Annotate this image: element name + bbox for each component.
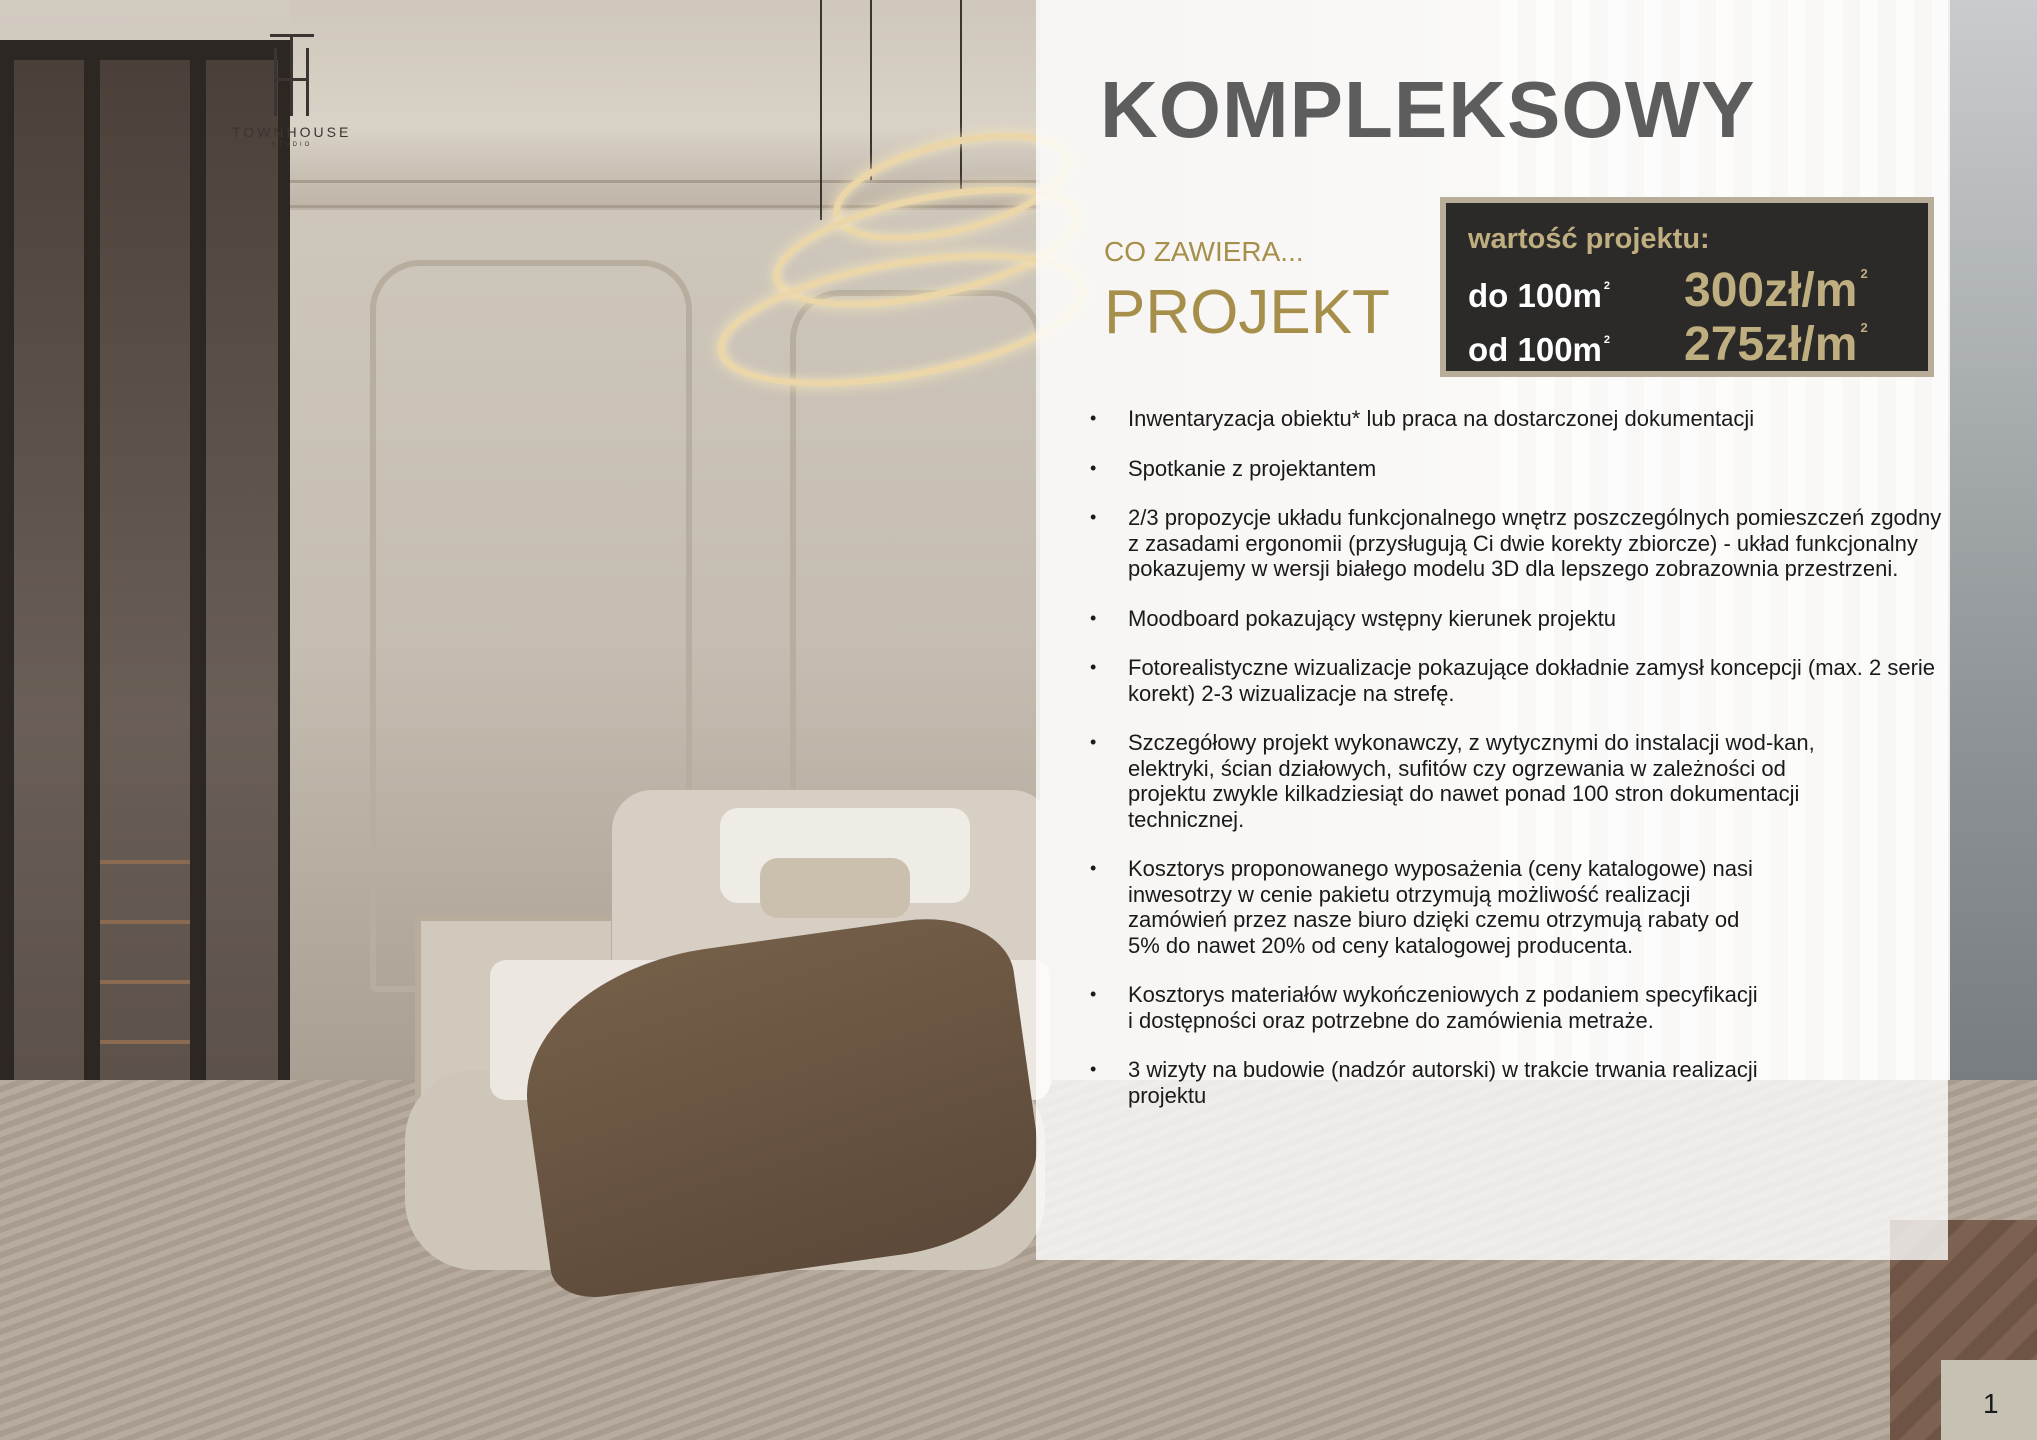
list-item: • Fotorealistyczne wizualizacje pokazujące dokładnie zamysł koncepcji (max. 2 serie korekt) 2-3 wizualizacje na strefę. (1090, 655, 1936, 706)
list-item: • Kosztorys proponowanego wyposażenia (ceny katalogowe) nasi inwesotrzy w cenie pakietu otrzymują możliwość realizacji zamówień przez nasze biuro dzięki czemu otrzymują rabaty od 5% do nawet 20% od ceny katalogowej producenta. (1090, 856, 1753, 958)
price-value: 275zł/m $^2$ (1684, 318, 1868, 371)
list-item: • Szczegółowy projekt wykonawczy, z wytycznymi do instalacji wod-kan, elektryki, ścian działowych, sufitów czy ogrzewania w zależności od projektu zwykle kilkadziesiąt do nawet ponad 100 stron dokumentacji technicznej. (1090, 730, 1815, 832)
bullet-icon: • (1090, 607, 1097, 628)
bullet-icon: • (1090, 732, 1097, 752)
bullet-icon: • (1090, 457, 1097, 478)
glass-wardrobe (0, 40, 290, 1170)
list-item: • Moodboard pokazujący wstępny kierunek projektu (1090, 605, 1616, 631)
page-number: 1 (1983, 1388, 1999, 1419)
page-title: KOMPLEKSOWY (1100, 65, 1756, 154)
brand-name: TOWNHOUSE (232, 124, 352, 140)
bullet-icon: • (1090, 507, 1097, 527)
section-heading: PROJEKT (1104, 278, 1390, 347)
pillow (760, 858, 910, 918)
bullet-icon: • (1090, 657, 1097, 677)
bullet-icon: • (1090, 858, 1097, 878)
list-item: • 3 wizyty na budowie (nadzór autorski) w trakcie trwania realizacji projektu (1090, 1057, 1758, 1108)
list-item: • 2/3 propozycje układu funkcjonalnego wnętrz poszczególnych pomieszczeń zgodny z zasadami ergonomii (przysługują Ci dwie korekty zbiorcze) - układ funkcjonalny pokazujemy w wersji białego modelu 3D dla lepszego zobrazownia przestrzeni. (1090, 505, 1942, 581)
price-value: 300zł/m $^2$ (1684, 264, 1868, 317)
brand-subtitle: STUDIO (271, 142, 313, 148)
bullet-icon: • (1090, 408, 1097, 428)
scope-list (1080, 406, 1960, 1132)
list-item: • Kosztorys materiałów wykończeniowych z podaniem specyfikacji i dostępności oraz potrzebne do zamówienia metraże. (1090, 982, 1758, 1033)
section-kicker: CO ZAWIERA... (1104, 236, 1304, 267)
list-item: • Spotkanie z projektantem (1090, 455, 1377, 481)
list-item: • Inwentaryzacja obiektu* lub praca na dostarczonej dokumentacji (1090, 406, 1755, 431)
bullet-icon: • (1090, 1059, 1097, 1079)
window-city-view (1950, 0, 2037, 1220)
price-area: od 100m $^2$ (1468, 331, 1611, 368)
price-box (1440, 197, 1934, 377)
bullet-icon: • (1090, 984, 1097, 1004)
price-area: do 100m $^2$ (1468, 277, 1611, 314)
brand-logo (232, 34, 352, 148)
price-label: wartość projektu: (1468, 223, 1710, 255)
page-number-badge (1941, 1360, 2037, 1440)
th-monogram-logo-icon (262, 34, 322, 116)
